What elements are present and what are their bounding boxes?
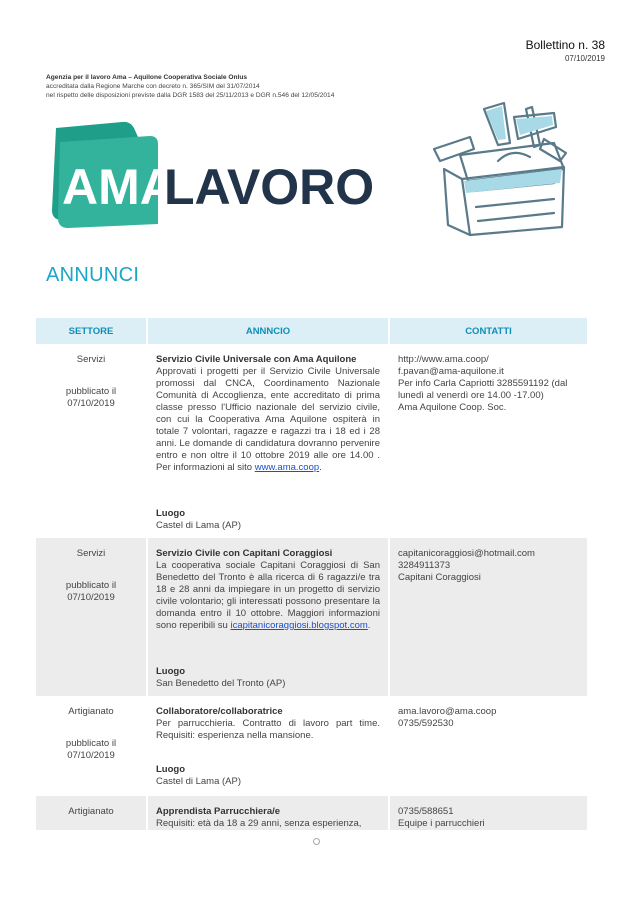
ad-title: Apprendista Parrucchiera/e	[156, 806, 281, 817]
table-row	[36, 538, 587, 696]
section-title: ANNUNCI	[46, 264, 140, 286]
job-ads-table	[36, 318, 587, 830]
contact-organization: Equipe i parrucchieri	[398, 818, 485, 829]
location-label: Luogo	[156, 666, 186, 677]
ad-body	[156, 366, 380, 474]
ad-cell	[147, 344, 389, 538]
logo-text-lavoro: LAVORO	[164, 159, 375, 215]
published-label: pubblicato il	[65, 580, 117, 591]
table-header-row	[36, 318, 587, 344]
contact-organization: Capitani Coraggiosi	[398, 572, 481, 583]
sector-cell	[36, 344, 147, 538]
location-value: Castel di Lama (AP)	[156, 520, 242, 531]
table-row	[36, 344, 587, 538]
table-row	[36, 796, 587, 830]
contact-organization: Ama Aquilone Coop. Soc.	[398, 402, 507, 413]
published-date: 07/10/2019	[67, 398, 115, 409]
ad-body-text: Approvati i progetti per il Servizio Civile Universale promossi dal CNCA, Coordinamento Nazionale Comunità di Accoglienza, ente accreditato di prima classe presso l'Ufficio nazionale del servizio civile, con cui la Cooperativa Ama Aquilone ospiterà in totale 7 volontari, ragazze e ragazzi tra i 18 ed i 28 anni. Le domande di candidatura dovranno pervenire entro e non oltre il 10 ottobre 2019 alle ore 14.00 . Per informazioni al sito	[156, 366, 380, 473]
contact-email[interactable]: f.pavan@ama-aquilone.it	[398, 366, 504, 377]
sector-cell	[36, 696, 147, 796]
location-value: Castel di Lama (AP)	[156, 776, 242, 787]
published-label: pubblicato il	[65, 738, 117, 749]
location-value: San Benedetto del Tronto (AP)	[156, 678, 286, 689]
ad-title: Servizio Civile Universale con Ama Aquilone	[156, 354, 357, 365]
sector-name: Artigianato	[68, 706, 114, 717]
ad-cell	[147, 796, 389, 830]
sector-cell	[36, 538, 147, 696]
sector-cell	[36, 796, 147, 830]
sector-name: Servizi	[76, 354, 106, 365]
contacts-cell	[389, 344, 587, 538]
contacts-cell	[389, 696, 587, 796]
contact-info: Per info Carla Capriotti 3285591192 (dal lunedì al venerdì ore 14.00 -17.00)	[398, 378, 568, 401]
sector-name: Artigianato	[68, 806, 114, 817]
contact-email[interactable]: capitanicoraggiosi@hotmail.com	[398, 548, 535, 559]
ad-body-end: .	[319, 462, 322, 473]
ad-body-end: .	[367, 620, 371, 631]
contact-phone: 3284911373	[398, 560, 451, 571]
header-ad: ANNNCIO	[147, 318, 389, 344]
agency-info	[46, 73, 346, 100]
location-label: Luogo	[156, 508, 186, 519]
location-label: Luogo	[156, 764, 186, 775]
agency-regulation: nel rispetto delle disposizioni previste dalla DGR 1583 del 25/11/2013 e DGR n.546 del 12/05/2014	[46, 92, 335, 99]
ama-lavoro-logo	[44, 120, 375, 230]
contacts-cell	[389, 538, 587, 696]
contacts-cell	[389, 796, 587, 830]
contact-website[interactable]: http://www.ama.coop/	[398, 354, 489, 365]
header-contacts: CONTATTI	[389, 318, 587, 344]
ad-body-text: La cooperativa sociale Capitani Coraggiosi di San Benedetto del Tronto è alla ricerca di 6 ragazzi/e tra 18 e 28 anni da impiegare in un progetto di servizio civile volontario; gli interessati possono presentare la domanda entro il 10 ottobre. Maggiori informazioni sono reperibili su	[156, 560, 380, 631]
contact-phone: 0735/588651	[398, 806, 454, 817]
ad-link[interactable]: icapitanicoraggiosi.blogspot.com	[230, 620, 368, 631]
contact-phone: 0735/592530	[398, 718, 454, 729]
published-label: pubblicato il	[65, 386, 117, 397]
ad-cell	[147, 538, 389, 696]
sector-name: Servizi	[76, 548, 106, 559]
published-date: 07/10/2019	[67, 750, 115, 761]
logo-text-ama: AMA	[62, 159, 176, 215]
ad-body: Requisiti: età da 18 a 29 anni, senza esperienza,	[156, 818, 362, 829]
header-sector: SETTORE	[36, 318, 147, 344]
published-date: 07/10/2019	[67, 592, 115, 603]
ad-title: Collaboratore/collaboratrice	[156, 706, 283, 717]
agency-name: Agenzia per il lavoro Ama – Aquilone Cooperativa Sociale Onlus	[46, 74, 248, 81]
hammer-icon	[434, 137, 474, 161]
page-footer-marker	[313, 838, 320, 845]
table-row	[36, 696, 587, 796]
agency-accreditation: accreditata dalla Regione Marche con decreto n. 365/SIM del 31/07/2014	[46, 83, 260, 90]
ad-link[interactable]: www.ama.coop	[254, 462, 320, 473]
ad-title: Servizio Civile con Capitani Coraggiosi	[156, 548, 333, 559]
ad-cell	[147, 696, 389, 796]
contact-email[interactable]: ama.lavoro@ama.coop	[398, 706, 497, 717]
bulletin-header	[526, 38, 605, 65]
toolbox-illustration	[414, 99, 584, 239]
ad-body: Per parrucchieria. Contratto di lavoro part time. Requisiti: esperienza nella mansione.	[156, 718, 380, 741]
bulletin-date: 07/10/2019	[564, 54, 605, 63]
toolbox-handle-icon	[498, 153, 530, 161]
ad-body	[156, 560, 380, 632]
bulletin-number: Bollettino n. 38	[525, 38, 605, 52]
